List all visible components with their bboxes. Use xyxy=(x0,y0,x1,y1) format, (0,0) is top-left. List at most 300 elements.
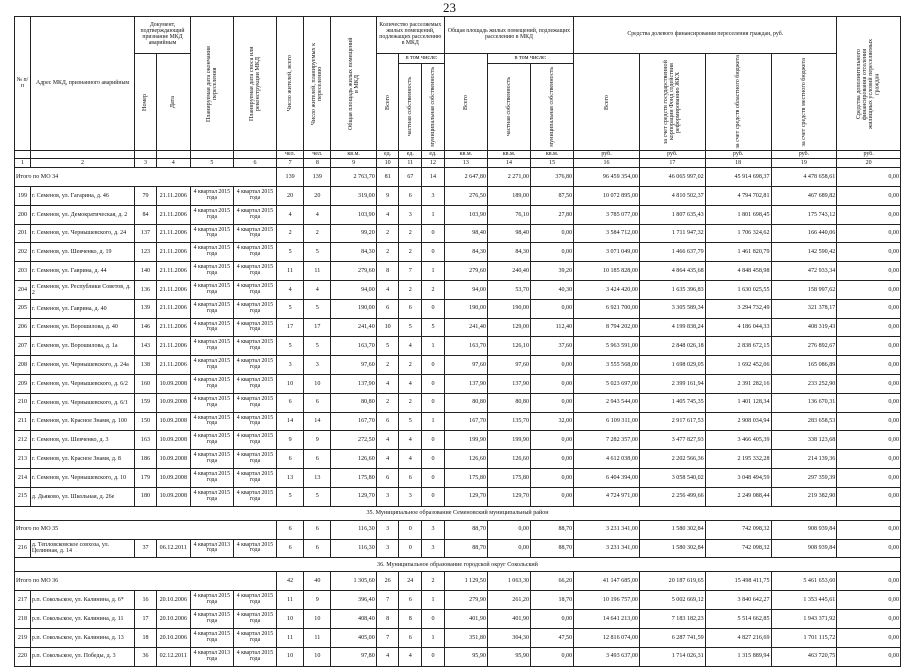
table-cell: 0,00 xyxy=(837,356,901,375)
table-cell: 142 590,42 xyxy=(771,243,837,262)
table-cell: 0,00 xyxy=(531,356,574,375)
table-cell: 40 xyxy=(304,572,331,591)
table-cell: 129,70 xyxy=(331,487,376,506)
row-number: 209 xyxy=(15,374,31,393)
planned-demolition-cell: 4 квартал 2015 года xyxy=(233,487,276,506)
doc-number-cell: 160 xyxy=(135,374,157,393)
table-cell: 9 xyxy=(376,187,399,206)
column-number-cell: 9 xyxy=(331,159,376,168)
table-cell: 742 098,32 xyxy=(705,539,771,558)
table-cell: 1 807 635,43 xyxy=(639,205,705,224)
table-cell: 166 440,06 xyxy=(771,224,837,243)
row-number: 206 xyxy=(15,318,31,337)
table-cell: 6 xyxy=(276,450,303,469)
doc-date-cell: 10.09.2008 xyxy=(156,412,190,431)
column-number-cell: 5 xyxy=(190,159,233,168)
table-cell: 3 231 341,00 xyxy=(574,539,640,558)
table-cell: 18,70 xyxy=(531,591,574,610)
table-cell: 94,00 xyxy=(331,280,376,299)
table-row xyxy=(15,374,901,393)
header-area-municipal: муниципальная собственность xyxy=(531,63,574,150)
table-cell: 2 202 566,36 xyxy=(639,450,705,469)
table-cell: 396,40 xyxy=(331,591,376,610)
table-cell: 1 630 025,55 xyxy=(705,280,771,299)
table-cell: 467 689,82 xyxy=(771,187,837,206)
table-cell: 219 382,90 xyxy=(771,487,837,506)
table-cell: 10 xyxy=(376,318,399,337)
table-row xyxy=(15,468,901,487)
table-cell: 95,90 xyxy=(487,647,530,666)
table-cell: 1 xyxy=(422,412,445,431)
doc-date-cell: 10.09.2008 xyxy=(156,487,190,506)
address-cell: г. Семенов, ул. Гаврина, д. 44 xyxy=(30,262,134,281)
table-cell: 13 xyxy=(304,468,331,487)
address-cell: г. Семенов, ул. Чернышевского, д. 6/1 xyxy=(30,393,134,412)
resettlement-table xyxy=(14,16,901,667)
doc-date-cell: 06.12.2011 xyxy=(156,539,190,558)
table-cell: 0 xyxy=(422,374,445,393)
table-cell: 401,90 xyxy=(444,610,487,629)
unit-cell xyxy=(15,151,31,159)
doc-number-cell: 143 xyxy=(135,337,157,356)
table-cell: 4 xyxy=(399,647,422,666)
table-cell: 39,20 xyxy=(531,262,574,281)
table-cell: 272,50 xyxy=(331,431,376,450)
table-cell: 1 xyxy=(422,205,445,224)
table-cell: 3 xyxy=(422,520,445,539)
table-cell: 6 xyxy=(399,468,422,487)
total-row xyxy=(15,168,901,187)
table-cell: 17 xyxy=(276,318,303,337)
table-cell: 0,00 xyxy=(837,280,901,299)
table-cell: 80,80 xyxy=(444,393,487,412)
table-cell: 0 xyxy=(422,243,445,262)
table-cell: 0,00 xyxy=(837,431,901,450)
table-row xyxy=(15,412,901,431)
planned-end-cell: 4 квартал 2015 года xyxy=(190,337,233,356)
table-cell: 261,20 xyxy=(487,591,530,610)
table-cell: 4 794 702,81 xyxy=(705,187,771,206)
table-cell: 6 xyxy=(376,468,399,487)
doc-number-cell: 18 xyxy=(135,628,157,647)
table-cell: 214 139,36 xyxy=(771,450,837,469)
table-cell: 17 xyxy=(304,318,331,337)
table-cell: 10 185 828,00 xyxy=(574,262,640,281)
table-cell: 5 461 653,60 xyxy=(771,572,837,591)
table-row xyxy=(15,431,901,450)
table-cell: 3 058 540,02 xyxy=(639,468,705,487)
table-cell: 276 892,67 xyxy=(771,337,837,356)
table-cell: 1 943 371,92 xyxy=(771,610,837,629)
planned-demolition-cell: 4 квартал 2015 года xyxy=(233,262,276,281)
table-cell: 80,80 xyxy=(331,393,376,412)
header-area-group: Общая площадь жилых помещений, подлежащих расселению в МКД xyxy=(444,17,573,54)
header-rooms-incl: в том числе: xyxy=(399,54,444,64)
doc-number-cell: 36 xyxy=(135,647,157,666)
table-cell: 276,50 xyxy=(444,187,487,206)
table-cell: 42 xyxy=(276,572,303,591)
table-cell: 11 xyxy=(276,262,303,281)
table-cell: 5 xyxy=(304,243,331,262)
table-cell: 53,70 xyxy=(487,280,530,299)
table-cell: 5 xyxy=(376,337,399,356)
table-cell: 0 xyxy=(422,431,445,450)
table-cell: 95,90 xyxy=(444,647,487,666)
table-cell: 4 827 216,69 xyxy=(705,628,771,647)
table-row xyxy=(15,356,901,375)
planned-demolition-cell: 4 квартал 2015 года xyxy=(233,450,276,469)
table-cell: 472 933,34 xyxy=(771,262,837,281)
table-cell: 10 072 895,00 xyxy=(574,187,640,206)
table-cell: 0,00 xyxy=(487,520,530,539)
table-cell: 4 xyxy=(376,431,399,450)
table-cell: 4 612 038,00 xyxy=(574,450,640,469)
table-cell: 14 xyxy=(276,412,303,431)
column-number-cell: 20 xyxy=(837,159,901,168)
doc-number-cell: 123 xyxy=(135,243,157,262)
column-number-cell: 8 xyxy=(304,159,331,168)
table-cell: 0,00 xyxy=(837,187,901,206)
table-cell: 6 xyxy=(399,187,422,206)
table-cell: 84,30 xyxy=(444,243,487,262)
table-cell: 2 xyxy=(376,224,399,243)
table-cell: 0,00 xyxy=(837,572,901,591)
table-cell: 7 xyxy=(376,628,399,647)
table-row xyxy=(15,224,901,243)
total-row xyxy=(15,520,901,539)
table-cell: 3 xyxy=(304,356,331,375)
address-cell: г. Семенов, ул. Гагарина, д. 46 xyxy=(30,187,134,206)
table-cell: 1 129,50 xyxy=(444,572,487,591)
address-cell: г. Семенов, ул. Чернышевского, д. 24а xyxy=(30,356,134,375)
table-row xyxy=(15,393,901,412)
unit-cell xyxy=(190,151,233,159)
planned-demolition-cell: 4 квартал 2015 года xyxy=(233,299,276,318)
table-cell: 126,60 xyxy=(331,450,376,469)
table-cell: 0,00 xyxy=(837,468,901,487)
table-cell: 2 xyxy=(399,356,422,375)
row-number: 215 xyxy=(15,487,31,506)
unit-cell: руб. xyxy=(574,151,640,159)
planned-end-cell: 4 квартал 2013 года xyxy=(190,539,233,558)
table-cell: 1 698 029,05 xyxy=(639,356,705,375)
table-cell: 2 943 544,00 xyxy=(574,393,640,412)
unit-cell: ед. xyxy=(399,151,422,159)
planned-end-cell: 4 квартал 2015 года xyxy=(190,610,233,629)
table-cell: 1 xyxy=(422,591,445,610)
address-cell: р.п. Сокольское, ул. Победы, д. 3 xyxy=(30,647,134,666)
units-row xyxy=(15,151,901,159)
header-rooms-group: Количество расселяемых жилых помещений, подлежащих расселению в МКД xyxy=(376,17,444,54)
planned-demolition-cell: 4 квартал 2015 года xyxy=(233,539,276,558)
table-cell: 0,00 xyxy=(487,539,530,558)
table-cell: 1 xyxy=(422,337,445,356)
planned-demolition-cell: 4 квартал 2015 года xyxy=(233,431,276,450)
table-cell: 9 xyxy=(304,431,331,450)
doc-date-cell: 21.11.2006 xyxy=(156,299,190,318)
planned-end-cell: 4 квартал 2015 года xyxy=(190,243,233,262)
table-cell: 4 xyxy=(276,205,303,224)
table-cell: 6 404 394,00 xyxy=(574,468,640,487)
doc-number-cell: 138 xyxy=(135,356,157,375)
column-number-cell: 14 xyxy=(487,159,530,168)
table-cell: 88,70 xyxy=(531,520,574,539)
header-fund-region: за счет средств областного бюджета xyxy=(705,54,771,151)
planned-end-cell: 4 квартал 2015 года xyxy=(190,280,233,299)
table-cell: 0,00 xyxy=(531,647,574,666)
table-cell: 112,40 xyxy=(531,318,574,337)
table-cell: 14 xyxy=(304,412,331,431)
planned-end-cell: 4 квартал 2015 года xyxy=(190,431,233,450)
table-cell: 11 xyxy=(304,628,331,647)
table-cell: 137,90 xyxy=(487,374,530,393)
table-cell: 15 498 411,75 xyxy=(705,572,771,591)
table-cell: 351,80 xyxy=(444,628,487,647)
column-number-cell: 15 xyxy=(531,159,574,168)
table-cell: 199,90 xyxy=(487,431,530,450)
table-cell: 4 xyxy=(276,280,303,299)
column-number-cell: 12 xyxy=(422,159,445,168)
address-cell: д. Дьяково, ул. Школьная, д. 26е xyxy=(30,487,134,506)
table-cell: 2 391 282,16 xyxy=(705,374,771,393)
table-cell: 6 xyxy=(399,591,422,610)
table-cell: 0,00 xyxy=(837,243,901,262)
column-number-cell: 18 xyxy=(705,159,771,168)
table-cell: 0,00 xyxy=(837,591,901,610)
column-number-cell: 7 xyxy=(276,159,303,168)
row-number: 214 xyxy=(15,468,31,487)
table-cell: 137,90 xyxy=(331,374,376,393)
planned-demolition-cell: 4 квартал 2015 года xyxy=(233,280,276,299)
address-cell: г. Семенов, ул. Ворошилова, д. 1а xyxy=(30,337,134,356)
table-cell: 2 xyxy=(399,393,422,412)
table-body xyxy=(15,151,901,667)
table-cell: 87,50 xyxy=(531,187,574,206)
table-cell: 7 xyxy=(376,591,399,610)
table-cell: 88,70 xyxy=(444,539,487,558)
table-cell: 99,20 xyxy=(331,224,376,243)
header-doc-group: Документ, подтверждающий признание МКД аварийным xyxy=(135,17,191,54)
table-cell: 3 xyxy=(376,487,399,506)
table-cell: 163,70 xyxy=(444,337,487,356)
unit-cell: руб. xyxy=(639,151,705,159)
planned-end-cell: 4 квартал 2015 года xyxy=(190,318,233,337)
table-cell: 0 xyxy=(422,393,445,412)
header-planned-end: Планируемая дата окончания переселения xyxy=(190,17,233,151)
table-cell: 129,70 xyxy=(487,487,530,506)
doc-number-cell: 140 xyxy=(135,262,157,281)
header-fund-total: Всего xyxy=(574,54,640,151)
table-cell: 10 xyxy=(304,374,331,393)
table-cell: 1 405 745,35 xyxy=(639,393,705,412)
column-number-cell: 2 xyxy=(30,159,134,168)
table-cell: 4 864 435,68 xyxy=(639,262,705,281)
section-title: 35. Муниципальное образование Семеновский муниципальный район xyxy=(15,506,901,520)
table-row xyxy=(15,337,901,356)
address-cell: г. Семенов, ул. Шевченко, д. 19 xyxy=(30,243,134,262)
planned-end-cell: 4 квартал 2015 года xyxy=(190,628,233,647)
table-cell: 0 xyxy=(422,487,445,506)
planned-demolition-cell: 4 квартал 2015 года xyxy=(233,374,276,393)
table-cell: 5 023 697,00 xyxy=(574,374,640,393)
table-cell: 338 123,68 xyxy=(771,431,837,450)
table-cell: 6 xyxy=(276,539,303,558)
table-cell: 4 xyxy=(399,431,422,450)
table-cell: 5 xyxy=(304,337,331,356)
table-cell: 10 xyxy=(276,374,303,393)
table-cell: 3 466 405,39 xyxy=(705,431,771,450)
table-cell: 3 xyxy=(399,205,422,224)
table-cell: 6 921 700,00 xyxy=(574,299,640,318)
table-cell: 0,00 xyxy=(837,318,901,337)
row-number: 204 xyxy=(15,280,31,299)
planned-end-cell: 4 квартал 2015 года xyxy=(190,393,233,412)
table-cell: 0,00 xyxy=(837,520,901,539)
table-cell: 0,00 xyxy=(531,610,574,629)
table-cell: 3 048 494,59 xyxy=(705,468,771,487)
unit-cell xyxy=(156,151,190,159)
table-cell: 0,00 xyxy=(837,299,901,318)
address-cell: г. Семенов, ул. Шевченко, д. 3 xyxy=(30,431,134,450)
table-cell: 0 xyxy=(422,356,445,375)
planned-end-cell: 4 квартал 2015 года xyxy=(190,205,233,224)
table-cell: 5 xyxy=(276,243,303,262)
table-cell: 908 939,84 xyxy=(771,520,837,539)
table-cell: 5 xyxy=(399,412,422,431)
table-cell: 139 xyxy=(276,168,303,187)
table-row xyxy=(15,450,901,469)
table-cell: 463 720,75 xyxy=(771,647,837,666)
table-cell: 8 xyxy=(376,610,399,629)
table-cell: 88,70 xyxy=(531,539,574,558)
unit-cell xyxy=(135,151,157,159)
unit-cell: руб. xyxy=(837,151,901,159)
table-cell: 1 401 128,34 xyxy=(705,393,771,412)
table-cell: 7 282 357,00 xyxy=(574,431,640,450)
table-cell: 4 xyxy=(399,337,422,356)
column-number-row xyxy=(15,159,901,168)
table-cell: 20 xyxy=(304,187,331,206)
table-cell: 0,00 xyxy=(531,299,574,318)
table-cell: 12 816 074,00 xyxy=(574,628,640,647)
doc-number-cell: 16 xyxy=(135,591,157,610)
row-number: 207 xyxy=(15,337,31,356)
table-cell: 1 305,60 xyxy=(331,572,376,591)
table-cell: 408,40 xyxy=(331,610,376,629)
table-cell: 4 xyxy=(399,450,422,469)
table-cell: 20 xyxy=(276,187,303,206)
table-cell: 908 939,84 xyxy=(771,539,837,558)
table-cell: 1 701 115,72 xyxy=(771,628,837,647)
table-cell: 24 xyxy=(399,572,422,591)
table-cell: 97,60 xyxy=(487,356,530,375)
table-cell: 1 466 637,79 xyxy=(639,243,705,262)
table-cell: 11 xyxy=(276,591,303,610)
table-cell: 0,00 xyxy=(531,431,574,450)
row-number: 205 xyxy=(15,299,31,318)
unit-cell: кв.м. xyxy=(487,151,530,159)
table-cell: 47,50 xyxy=(531,628,574,647)
header-address: Адрес МКД, признанного аварийным xyxy=(30,17,134,151)
table-cell: 1 692 452,06 xyxy=(705,356,771,375)
table-cell: 10 xyxy=(304,610,331,629)
address-cell: г. Семенов, ул. Красное Знамя, д. 8 xyxy=(30,450,134,469)
header-area-total: Всего xyxy=(444,54,487,151)
table-cell: 96 459 354,00 xyxy=(574,168,640,187)
doc-number-cell: 146 xyxy=(135,318,157,337)
table-cell: 297 359,39 xyxy=(771,468,837,487)
table-cell: 4 xyxy=(399,374,422,393)
row-number: 219 xyxy=(15,628,31,647)
table-cell: 3 xyxy=(276,356,303,375)
table-cell: 3 493 637,00 xyxy=(574,647,640,666)
table-row xyxy=(15,280,901,299)
planned-end-cell: 4 квартал 2015 года xyxy=(190,187,233,206)
table-row xyxy=(15,205,901,224)
table-cell: 40,30 xyxy=(531,280,574,299)
table-cell: 175 743,12 xyxy=(771,205,837,224)
row-number: 211 xyxy=(15,412,31,431)
table-cell: 158 997,62 xyxy=(771,280,837,299)
row-number: 201 xyxy=(15,224,31,243)
table-row xyxy=(15,243,901,262)
table-cell: 1 063,30 xyxy=(487,572,530,591)
table-cell: 0 xyxy=(422,468,445,487)
table-cell: 3 071 049,00 xyxy=(574,243,640,262)
row-number: 203 xyxy=(15,262,31,281)
row-number: 217 xyxy=(15,591,31,610)
planned-demolition-cell: 4 квартал 2015 года xyxy=(233,393,276,412)
address-cell: г. Семенов, ул. Чернышевского, д. 10 xyxy=(30,468,134,487)
row-number: 218 xyxy=(15,610,31,629)
header-extra: Средства дополнительного финансирования отселения жилищных условий переселяемых граждан xyxy=(837,17,901,151)
unit-cell: кв.м. xyxy=(331,151,376,159)
table-row xyxy=(15,591,901,610)
table-cell: 405,00 xyxy=(331,628,376,647)
doc-date-cell: 21.11.2006 xyxy=(156,337,190,356)
row-number: 220 xyxy=(15,647,31,666)
table-cell: 175,80 xyxy=(487,468,530,487)
row-number: 200 xyxy=(15,205,31,224)
planned-end-cell: 4 квартал 2015 года xyxy=(190,356,233,375)
table-cell: 80,80 xyxy=(487,393,530,412)
table-cell: 241,40 xyxy=(331,318,376,337)
table-cell: 10 xyxy=(276,610,303,629)
doc-date-cell: 21.11.2006 xyxy=(156,280,190,299)
table-cell: 2 838 672,15 xyxy=(705,337,771,356)
header-residents-planned: Число жителей, планируемых к переселению xyxy=(304,17,331,151)
doc-date-cell: 10.09.2008 xyxy=(156,393,190,412)
address-cell: г. Семенов, ул. Демократическая, д. 2 xyxy=(30,205,134,224)
column-number-cell: 16 xyxy=(574,159,640,168)
header-planned-demolition: Планируемая дата сноса или реконструкции МКД xyxy=(233,17,276,151)
table-cell: 163,70 xyxy=(331,337,376,356)
table-cell: 11 xyxy=(304,262,331,281)
doc-number-cell: 159 xyxy=(135,393,157,412)
table-cell: 1 580 302,84 xyxy=(639,539,705,558)
doc-date-cell: 20.10.2006 xyxy=(156,610,190,629)
table-cell: 6 xyxy=(304,393,331,412)
table-cell: 283 658,53 xyxy=(771,412,837,431)
doc-date-cell: 21.11.2006 xyxy=(156,318,190,337)
planned-end-cell: 4 квартал 2015 года xyxy=(190,450,233,469)
doc-date-cell: 20.10.2006 xyxy=(156,628,190,647)
planned-demolition-cell: 4 квартал 2015 года xyxy=(233,610,276,629)
table-cell: 167,70 xyxy=(444,412,487,431)
table-cell: 3 584 712,00 xyxy=(574,224,640,243)
doc-date-cell: 21.11.2006 xyxy=(156,356,190,375)
table-cell: 2 399 161,94 xyxy=(639,374,705,393)
